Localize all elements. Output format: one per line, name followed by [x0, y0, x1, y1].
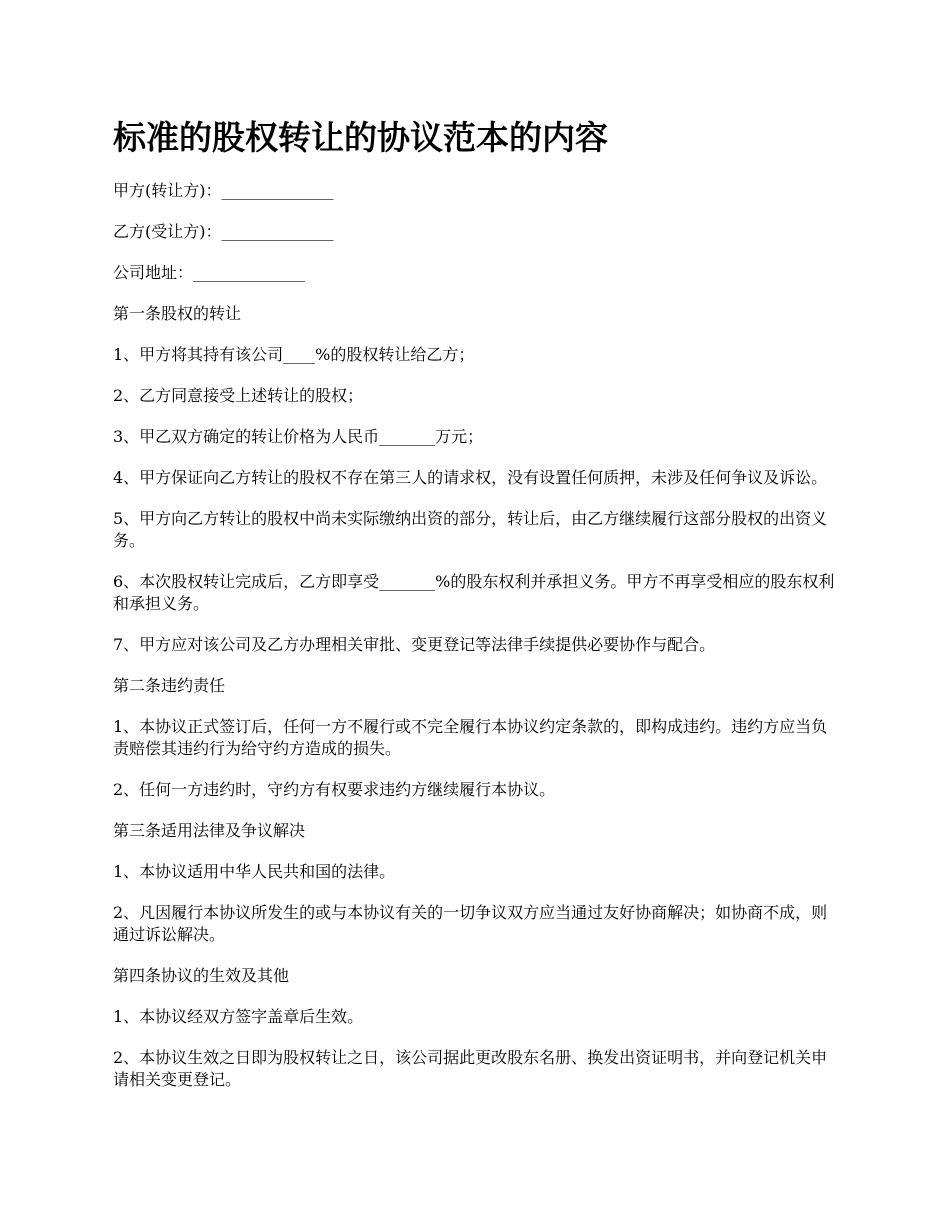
clause-2-2: 2、任何一方违约时，守约方有权要求违约方继续履行本协议。	[113, 780, 556, 799]
document-page	[113, 118, 838, 1110]
clause-1-4: 4、甲方保证向乙方转让的股权不存在第三人的请求权，没有设置任何质押，未涉及任何争议及诉讼。	[113, 468, 828, 487]
clause-1-6: 6、本次股权转让完成后，乙方即享受_______%的股东权利并承担义务。甲方不再享受相应的股东权利和承担义务。	[113, 572, 835, 613]
document-title: 标准的股权转让的协议范本的内容	[113, 118, 608, 157]
company-address-field: 公司地址：______________	[113, 263, 306, 282]
clause-3-2: 2、凡因履行本协议所发生的或与本协议有关的一切争议双方应当通过友好协商解决；如协商不成，则通过诉讼解决。	[113, 903, 828, 944]
clause-1-1: 1、甲方将其持有该公司____%的股权转让给乙方；	[113, 345, 475, 364]
clause-1-5: 5、甲方向乙方转让的股权中尚未实际缴纳出资的部分，转让后，由乙方继续履行这部分股权的出资义务。	[113, 509, 828, 550]
clause-1-3: 3、甲乙双方确定的转让价格为人民币_______万元；	[113, 427, 484, 446]
clause-4-2: 2、本协议生效之日即为股权转让之日，该公司据此更改股东名册、换发出资证明书，并向登记机关申请相关变更登记。	[113, 1048, 828, 1089]
section-heading-3: 第三条适用法律及争议解决	[113, 821, 306, 840]
clause-4-1: 1、本协议经双方签字盖章后生效。	[113, 1007, 364, 1026]
party-b-field: 乙方(受让方)：______________	[113, 222, 334, 241]
section-heading-1: 第一条股权的转让	[113, 304, 242, 323]
section-heading-2: 第二条违约责任	[113, 676, 226, 695]
clause-2-1: 1、本协议正式签订后，任何一方不履行或不完全履行本协议约定条款的，即构成违约。违约方应当负责赔偿其违约行为给守约方造成的损失。	[113, 717, 828, 758]
clause-3-1: 1、本协议适用中华人民共和国的法律。	[113, 862, 396, 881]
clause-1-2: 2、乙方同意接受上述转让的股权；	[113, 386, 364, 405]
section-heading-4: 第四条协议的生效及其他	[113, 966, 290, 985]
party-a-field: 甲方(转让方)：______________	[113, 181, 334, 200]
clause-1-7: 7、甲方应对该公司及乙方办理相关审批、变更登记等法律手续提供必要协作与配合。	[113, 635, 716, 654]
